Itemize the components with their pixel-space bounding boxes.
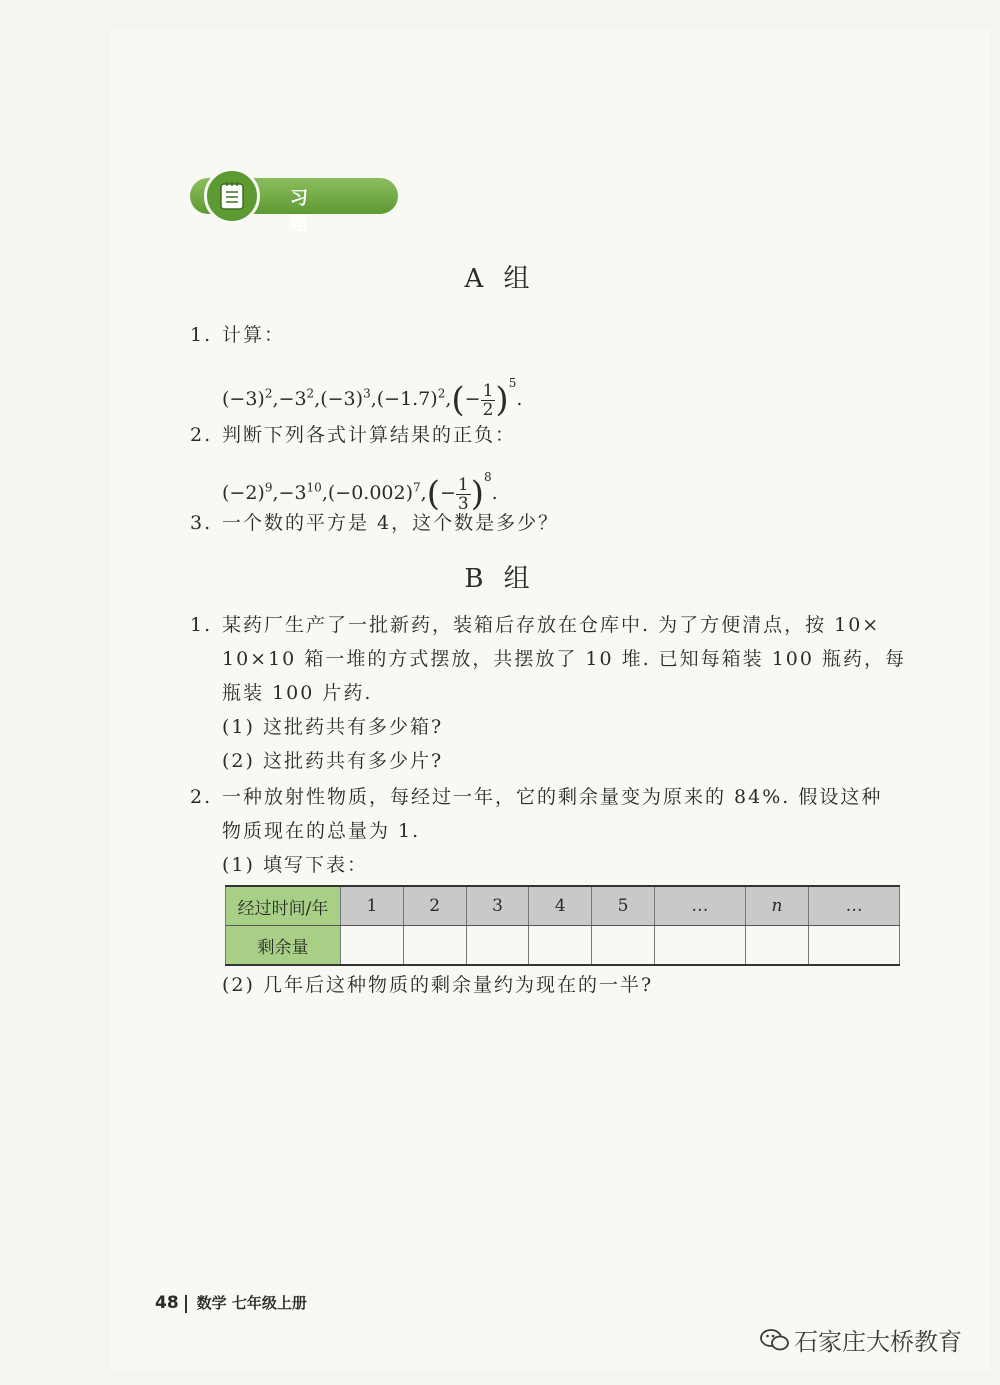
exercise-badge (190, 168, 398, 235)
table-cell-blank[interactable] (809, 926, 900, 966)
a-q3-number: 3. (190, 512, 213, 534)
b-q2-number: 2. (190, 786, 213, 808)
table-header-remaining: 剩余量 (226, 926, 341, 966)
table-cell-blank[interactable] (466, 926, 529, 966)
group-a-title: A 组 (464, 264, 536, 294)
b-q1-sub2: (2) 这批药共有多少片? (222, 750, 444, 772)
a-q2-number: 2. (190, 424, 213, 446)
a-q3 (190, 506, 559, 540)
table-cell: 2 (403, 886, 466, 926)
b-q1: 1. 某药厂生产了一批新药，装箱后存放在仓库中. 为了方便清点，按 10× 10×10 箱一堆的方式摆放，共摆放了 10 堆. 已知每箱装 100 瓶药，每 瓶装 100 片药. (1) 这批药共有多少箱? (2) 这批药共有多少片? (190, 608, 910, 778)
badge-label: 习 题 (290, 188, 326, 235)
table-cell-blank[interactable] (529, 926, 592, 966)
table-cell: 5 (592, 886, 655, 926)
table-cell: … (654, 886, 745, 926)
fraction: $\frac{1}{2}$ (482, 380, 494, 420)
table-cell: 1 (341, 886, 404, 926)
table-cell-blank[interactable] (341, 926, 404, 966)
b-q1-number: 1. (190, 614, 213, 636)
decay-table (225, 885, 900, 966)
table-cell-blank[interactable] (745, 926, 808, 966)
table-header-time: 经过时间/年 (226, 886, 341, 926)
a-q1-text: 计算： (222, 324, 286, 346)
group-b-title: B 组 (464, 564, 536, 594)
a-q3-text: 一个数的平方是 4，这个数是多少？ (222, 512, 560, 534)
table-cell: n (745, 886, 808, 926)
book-title: 数学 七年级上册 (196, 1294, 307, 1312)
table-cell: 4 (529, 886, 592, 926)
watermark (760, 1322, 962, 1359)
b-q2-sub2: (2) 几年后这种物质的剩余量约为现在的一半? (222, 974, 654, 996)
fraction: $\frac{1}{3}$ (457, 474, 469, 514)
a-q1 (190, 318, 285, 352)
page-number: 48 (155, 1293, 179, 1313)
a-q2 (190, 418, 516, 452)
table-row (226, 886, 900, 926)
table-cell: 3 (466, 886, 529, 926)
page-footer (155, 1292, 307, 1313)
table-cell-blank[interactable] (654, 926, 745, 966)
b-q2-sub1: (1) 填写下表： (222, 854, 368, 876)
notebook-icon (204, 168, 260, 224)
watermark-text: 石家庄大桥教育 (794, 1328, 962, 1356)
table-cell: … (809, 886, 900, 926)
b-q1-sub1: (1) 这批药共有多少箱? (222, 716, 444, 738)
a-q2-expression: $(-2)^9,-3^{10},(-0.002)^7,(-$ $\frac{1}{3}$ )$^8$. (222, 470, 498, 514)
b-q2: 2. 一种放射性物质，每经过一年，它的剩余量变为原来的 84%. 假设这种 物质现在的总量为 1. (1) 填写下表： (190, 780, 910, 882)
a-q2-text: 判断下列各式计算结果的正负： (222, 424, 517, 446)
table-cell-blank[interactable] (592, 926, 655, 966)
chat-bubbles-icon (760, 1327, 790, 1359)
table-cell-blank[interactable] (403, 926, 466, 966)
table-row (226, 926, 900, 966)
a-q1-number: 1. (190, 324, 213, 346)
a-q1-expression: $(-3)^2,-3^2,(-3)^3,(-1.7)^2,(-$ $\frac{1}{2}$ )$^5$. (222, 376, 523, 420)
